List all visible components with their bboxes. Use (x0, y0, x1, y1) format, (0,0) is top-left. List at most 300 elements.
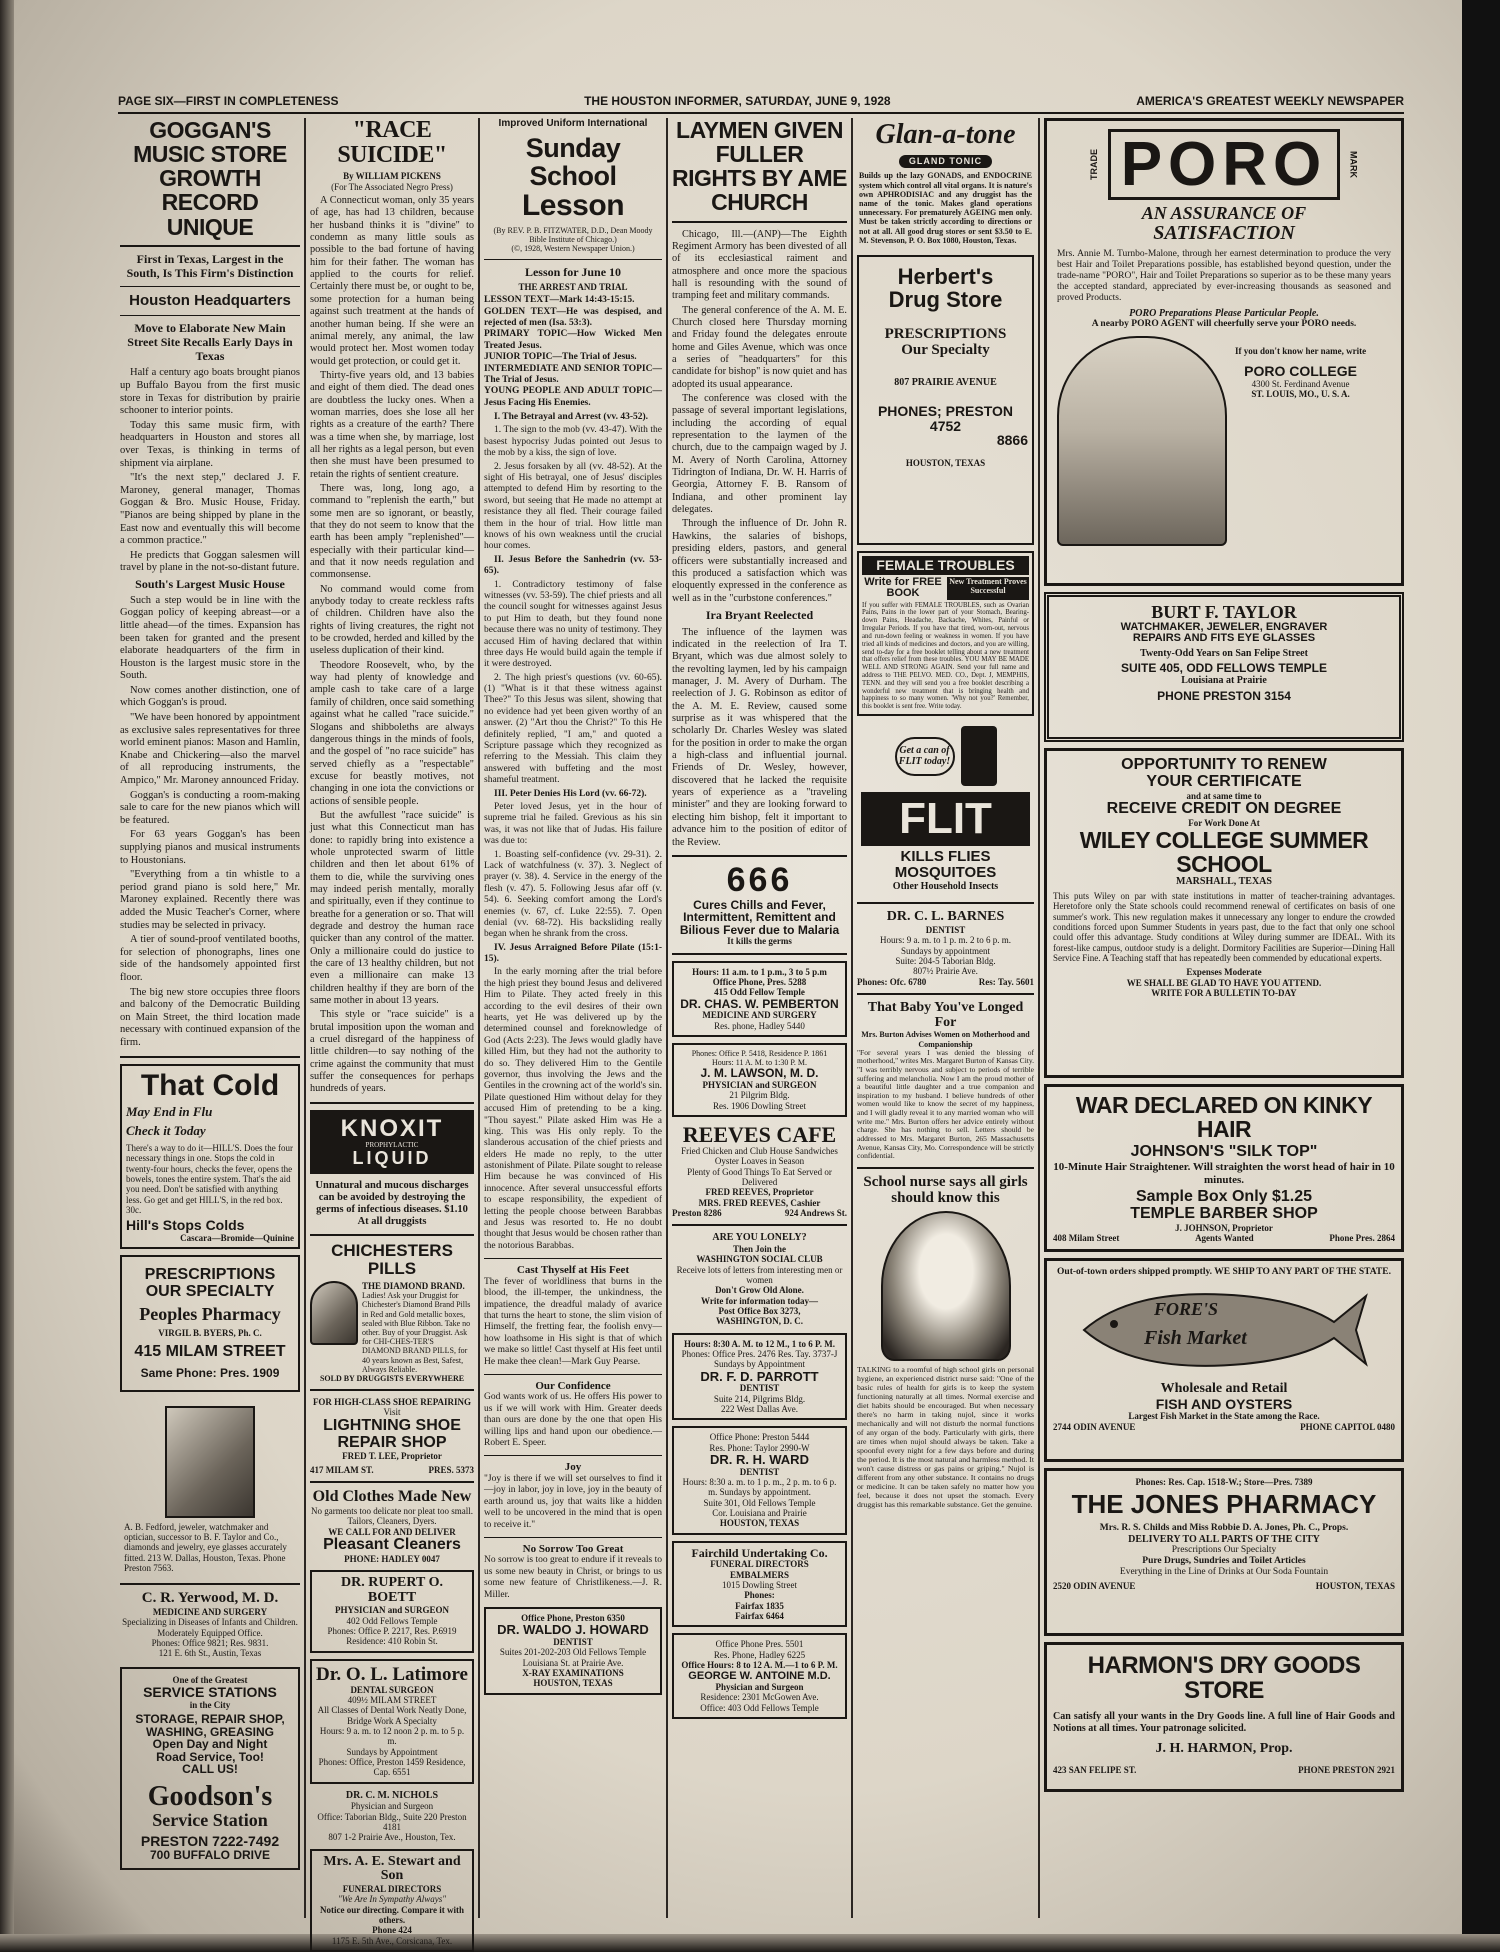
page-header (118, 94, 1404, 114)
photo-caption: A. B. Fedford, jeweler, watchmaker and optician, successor to B. F. Taylor and Co., diamonds and jewelry, eye glasses accurately fitted. 213 W. Dallas, Houston, Texas. Phone Preston 7563. (124, 1521, 287, 1573)
ad-name: Peoples Pharmacy (139, 1303, 281, 1324)
ad-fores-fish (1044, 1258, 1404, 1462)
ad-baby (857, 1001, 1034, 1161)
ad-name: LIGHTNING SHOE REPAIR SHOP (323, 1416, 461, 1451)
ad-address: Office: 403 Odd Fellows Temple (700, 1702, 819, 1713)
portrait-photo (165, 1406, 255, 1518)
ad-address: 417 MILAM ST. (310, 1464, 374, 1475)
ad-line: A nearby PORO AGENT will cheerfully serve your PORO needs. (1091, 319, 1357, 330)
ad-brand: Hill's Stops Colds (126, 1217, 245, 1234)
ad-name: WILEY COLLEGE SUMMER SCHOOL (1079, 827, 1369, 878)
filler-body: No sorrow is too great to endure if it reveals to us some new beauty in Christ, or brings to us some new feature of Christlikeness.—J. R. Miller. (484, 1555, 662, 1600)
ad-line: For Work Done At (1188, 817, 1260, 828)
ad-name: Fish Market (1144, 1326, 1247, 1349)
ad-tagline: SATISFACTION (1153, 221, 1295, 244)
ad-line: SERVICE STATIONS (143, 1684, 277, 1701)
ad-name: C. R. Yerwood, M. D. (141, 1590, 279, 1607)
ad-line: Sundays by Appointment (713, 1359, 805, 1370)
ad-phone: Preston 8286 (672, 1208, 722, 1219)
ad-line: WE SHALL BE GLAD TO HAVE YOU ATTEND. (1126, 977, 1322, 988)
paragraph: This style or "race suicide" is a brutal imposition upon the woman and a cruel disregard of the happiness of little children—to say nothing of the crime against the community that must suffer the consequences for perhaps hundreds of years. (310, 1009, 474, 1095)
ad-name: Glan-a-tone (875, 119, 1016, 150)
ad-address: 807½ Prairie Ave. (913, 966, 978, 977)
ad-address: 2744 ODIN AVENUE (1053, 1421, 1136, 1432)
ad-name: JOHNSON'S "SILK TOP" (1130, 1143, 1318, 1161)
ad-name: Mrs. A. E. Stewart and Son (323, 1853, 461, 1884)
ad-address: Cor. Louisiana and Prairie (712, 1508, 807, 1519)
ad-address: 415 Odd Fellow Temple (714, 987, 805, 998)
ad-address: 408 Milam Street (1053, 1233, 1120, 1244)
column-5 (857, 118, 1034, 1928)
column-rule (304, 118, 306, 1918)
ad-line: WE CALL FOR AND DELIVER (328, 1526, 456, 1537)
ad-line: DENTIST (739, 1383, 780, 1394)
ad-title: Old Clothes Made New (312, 1488, 472, 1506)
ad-phone: Res. Phone, Hadley 6225 (713, 1649, 806, 1660)
ad-line: Pure Drugs, Sundries and Toilet Articles (1142, 1555, 1306, 1566)
ad-body: This puts Wiley on par with state institutions in matter of teacher-training advantages. Heretofore only the State schools could recommend renewal of certificates on basis of one summer's work. This new regulation makes it unnecessary any longer to endure the crowded conditions forced upon Summer Students in years past, due to the fact that only one school could offer this advantage. Study conditions at Wiley during summer are IDEAL. With its forest-like campus, outdoor study is a delight. Dormitory Facilities are Superior—Dining Hall Service Fine. A Teaching staff that has repeatedly been commended by educational experts. (1053, 890, 1395, 963)
laymen-article (672, 118, 847, 849)
ad-body: There's a way to do it—HILL'S. Does the four necessary things in one. Stops the cold in twenty-four hours, checks the fever, opens the bowels, tones the entire system. That's the aid you need. Don't be satisfied with anything less. Go get and get HILL'S, in the red box. 30c. (126, 1142, 293, 1215)
ad-address: WASHINGTON, D. C. (715, 1316, 804, 1327)
flit-can-icon (961, 726, 997, 786)
column-rule (478, 118, 480, 1918)
ad-line: Get a can of FLIT today! (895, 737, 955, 776)
ad-phone: PRES. 5373 (428, 1464, 474, 1475)
header-right: AMERICA'S GREATEST WEEKLY NEWSPAPER (1136, 94, 1404, 108)
ad-line: 807 1-2 Prairie Ave., Houston, Tex. (328, 1832, 456, 1843)
scan-edge-right (1462, 0, 1500, 1952)
ad-line: Road Service, Too! (156, 1749, 264, 1764)
ad-stewart (310, 1849, 474, 1952)
ad-herberts-drug (857, 255, 1034, 545)
ad-phone: Phones: Ofc. 6780 (857, 976, 927, 987)
article-deck: Houston Headquarters (129, 292, 291, 310)
ad-line: Don't Grow Old Alone. (715, 1285, 804, 1296)
ad-address: 222 West Dallas Ave. (721, 1404, 798, 1415)
ad-line: 409½ MILAM STREET (347, 1695, 437, 1706)
ad-title: That Baby You've Longed For (867, 999, 1024, 1030)
ad-name: DR. F. D. PARROTT (700, 1368, 819, 1384)
ad-female-troubles (857, 551, 1034, 716)
ad-line: DELIVERY TO ALL PARTS OF THE CITY (1128, 1533, 1320, 1545)
ad-title: ARE YOU LONELY? (712, 1232, 807, 1244)
ad-body: Unnatural and mucous discharges can be avoided by destroying the germs of infectious diseases. $1.10 At all druggists (315, 1179, 469, 1228)
ad-name: WASHINGTON SOCIAL CLUB (696, 1254, 823, 1265)
ad-flit (857, 722, 1034, 896)
ad-name: FLIT (861, 792, 1030, 846)
ad-line: Notice our directing. Compare it with others. (320, 1904, 464, 1926)
ad-line: One of the Greatest (172, 1674, 248, 1685)
scan-edge-left (0, 0, 14, 1952)
ad-name: 666 (726, 860, 793, 899)
ad-line: DENTAL SURGEON (350, 1684, 434, 1695)
ad-line: DENTIST (925, 924, 966, 935)
sunday-school-lesson (484, 118, 662, 1601)
ad-line: Hours: 8:30 a. m. to 1 p. m., 2 p. m. to 6 p. m. Sundays by appointment. (682, 1477, 837, 1498)
lesson-line: GOLDEN TEXT—He was despised, and rejected of men (Isa. 53:3). (484, 306, 662, 328)
ad-line: Visit (383, 1407, 401, 1418)
filler-body: The fever of worldliness that burns in the blood, the ill-temper, the unkindness, the impatience, the dreadful malady of avarice that turns the heart to stone, the slim vision of Himself, the fretting fear, the foolish envy—how loathsome in His sight is that of which we make so little! Cast thyself at His feet until He make thee clean!—Mark Guy Pearse. (484, 1276, 662, 1367)
ad-line: Plenty of Good Things To Eat Served or Delivered (687, 1166, 832, 1188)
ad-line: Office: Taborian Bldg., Suite 220 Preston 4181 (317, 1811, 467, 1832)
ad-line: 21 Pilgrim Bldg. (729, 1090, 790, 1101)
ad-footer: Cascara—Bromide—Quinine (180, 1232, 294, 1243)
ad-line: "We Are In Sympathy Always" (337, 1894, 447, 1905)
lesson-section: I. The Betrayal and Arrest (vv. 43-52). (494, 412, 649, 423)
ad-line: WATCHMAKER, JEWELER, ENGRAVER (1120, 620, 1328, 633)
ad-line: Hours: 9 a. m. to 12 noon 2 p. m. to 5 p. m. (319, 1726, 465, 1747)
ad-line: OPPORTUNITY TO RENEW (1121, 756, 1327, 773)
ad-line: OUR SPECIALTY (145, 1283, 275, 1301)
ad-pleasant-cleaners (310, 1489, 474, 1564)
lesson-line: JUNIOR TOPIC—The Trial of Jesus. (484, 352, 637, 363)
article-headline: "RACE SUICIDE" (337, 117, 447, 169)
ad-line: CALL US! (182, 1762, 238, 1777)
ad-line: Agents Wanted (1195, 1233, 1254, 1244)
ad-barnes (857, 910, 1034, 987)
ad-body: If you suffer with FEMALE TROUBLES, such as Ovarian Pains, Pains in the lower part of your Stomach, Bearing-down Pains, Headache, Backache, Whites, Painful or Irregular Periods. If you have that tired, worn-out, nervous and run-down feeling or weakness in women. If you have tried all kinds of medicines and doctors, and you are willing, send to-day for a free booklet telling about a new treatment that offers relief from these troubles. YOU MAY BE MADE WELL AND STRONG AGAIN. Send your full name and address to THE PELVO. MED. CO., Dept. J, MEMPHIS, TENN. and they will send you a free booklet describing a wonderful new treatment that is bringing health and happiness to so many women. 'Why not you?' Remember, this booklet is sent free. Write today. (862, 601, 1029, 711)
ad-hills-cold (120, 1064, 300, 1250)
header-left: PAGE SIX—FIRST IN COMPLETENESS (118, 94, 339, 108)
ad-line: All Classes of Dental Work Neatly Done, Bridge Work A Specialty (317, 1705, 467, 1726)
ad-address: HOUSTON, TEXAS (905, 458, 986, 469)
paragraph: The general conference of the A. M. E. Church closed here Thursday morning and Friday found the delegates enroute home and Giles Avenue, which was once a series of "headquarters" for this candidate for bishop" is now quiet and has adopted its usual appearance. (672, 304, 847, 390)
paragraph: But the awfullest "race suicide" is just what this Connecticut man has done: to rapidly bring into existence a whole unprotected swarm of little children and then let about 61% of them to die, while the surviving ones may indeed perish mentally, morally and spiritually, even if they continue to breathe for a generation or so. That will degrade and destroy the human race quicker than any control of the matter. Only a millionaire could do justice to the care of 13 healthy children, but not even a millionaire can make 13 children healthy if they are born of the same mother in about 13 years. (310, 809, 474, 1007)
ad-name: DR. WALDO J. HOWARD (497, 1622, 649, 1638)
ad-line: Largest Fish Market in the State among the Race. (1128, 1411, 1320, 1422)
ad-line: YOUR CERTIFICATE (1146, 772, 1302, 790)
ad-line: J. H. HARMON, Prop. (1155, 1741, 1293, 1757)
ad-line: GLAND TONIC (899, 155, 992, 167)
ad-address: Suite 214, Pilgrims Bldg. (713, 1393, 806, 1404)
trademark-label: TRADE (1089, 149, 1100, 181)
ad-body: Builds up the lazy GONADS, and ENDOCRINE system which control all vital organs. It is nature's own APHRODISIAC and any druggist has the name of the tonic. Makes gland operations unnecessary. For prematurely AGEING men only. Must be taken strictly according to directions or not at all. All good drug stores or sent $3.50 to E. M. Stevenson, P. O. Box 1080, Houston, Texas. (859, 171, 1032, 245)
ad-phone: PHONE: HADLEY 0047 (344, 1553, 440, 1564)
ad-parrott (672, 1333, 847, 1421)
article-body (672, 229, 847, 849)
article-headline: GOGGAN'S MUSIC STORE GROWTH RECORD UNIQUE (133, 117, 287, 240)
column-6 (1044, 118, 1404, 1928)
ad-line: J. JOHNSON, Proprietor (1175, 1222, 1273, 1233)
ad-phone: Phones: Office Pres. 2476 Res. Tay. 3737-J (681, 1349, 838, 1360)
lesson-topic: THE ARREST AND TRIAL (518, 281, 628, 292)
paragraph: No command would come from anybody today to create reckless rafts of children. Children have also the rights of living creatures, the right not to be crowded, herded and killed by the useless duplication of their kind. (310, 583, 474, 657)
ad-name: PORO COLLEGE (1244, 363, 1357, 380)
ad-body: Cures Chills and Fever, Intermittent, Remittent and Bilious Fever due to Malaria (679, 897, 840, 937)
ad-fairchild (672, 1541, 847, 1628)
ad-line: EMBALMERS (729, 1569, 789, 1580)
ad-line: PORO Preparations Please Particular People. (1129, 307, 1319, 319)
ad-line: PRESCRIPTIONS (144, 1266, 276, 1284)
ad-line: Hours: 11 A. M. to 1:30 P. M. (711, 1058, 808, 1068)
paragraph: Thirty-five years old, and 13 babies and eight of them died. The dead ones are doubtless the lucky ones. When a woman marries, does she lose all her rights as a creature of the earth? There was a time when she, by marriage, lost all her rights as a legal person, but even then she must have been presumed to retain the rights of sentient creature. (310, 369, 474, 480)
ad-name: DR. C. L. BARNES (886, 909, 1005, 925)
ad-address: 1175 E. 5th Ave., Corsicana, Tex. (331, 1935, 453, 1946)
ad-line: Write for FREE BOOK (864, 575, 942, 600)
ad-phone: Phone 424 (372, 1925, 412, 1936)
ad-subtitle: Mrs. Burton Advises Women on Motherhood and Companionship (861, 1030, 1030, 1049)
ad-line: Our Specialty (901, 341, 990, 358)
article-deck: Move to Elaborate New Main Street Site Recalls Early Days in Texas (127, 321, 293, 363)
ad-name: THE JONES PHARMACY (1071, 1489, 1377, 1520)
ad-line: FRED REEVES, Proprietor (705, 1187, 814, 1198)
ad-line: 402 Odd Fellows Temple (346, 1615, 438, 1626)
lesson-section: III. Peter Denies His Lord (vv. 66-72). (494, 788, 647, 799)
ad-line: MRS. FRED REEVES, Cashier (698, 1197, 821, 1208)
ad-666 (672, 860, 847, 947)
article-headline: LAYMEN GIVEN FULLER RIGHTS BY AME CHURCH (672, 117, 847, 216)
paragraph: Peter loved Jesus, yet in the hour of supreme trial he failed. Grevious as his sin was, it was not like that of Judas. His failure was due to: (484, 801, 662, 847)
ad-phone: PHONES; PRESTON 4752 (877, 403, 1014, 434)
ad-name: Pleasant Cleaners (323, 1535, 461, 1553)
ad-line: RECEIVE CREDIT ON DEGREE (1106, 799, 1342, 817)
ad-body: TALKING to a roomful of high school girls on personal hygiene, an experienced district nurse said: "One of the basic rules of health for girls is to keep the system functioning naturally at all times. Normal exercise and diet habits should be encouraged. But when necessary there's no harm in taking nujol, since it works mechanically and will not disturb the normal functions of any organ of the body. Particularly with girls, there are times when nujol should always be taken. Take a spoonful every night for a few days before and during the period. It is the most natural and harmless method. It won't cause distress or gas pains or griping." Nujol is different from any other substance. It contains no drugs or medicine. It can be taken safely no matter how you feel, because it does not upset the stomach. Every druggist has this remarkable substance. Get the genuine. (857, 1365, 1034, 1509)
ad-phone: PHONE CAPITOL 0480 (1300, 1421, 1395, 1432)
ad-knoxit (310, 1110, 474, 1174)
ad-address: 2520 ODIN AVENUE (1053, 1580, 1136, 1591)
woman-illustration (310, 1281, 358, 1345)
ad-line: Write for information today— (701, 1295, 818, 1306)
ad-harmons-dry-goods (1044, 1642, 1404, 1792)
ad-line: Then Join the (732, 1243, 786, 1254)
paragraph: In the early morning after the trial before the high priest they bound Jesus and delivered Him to Pilate. They acted freely in this according to the evil desires of their own hearts, yet He was delivered up by the determined counsel and foreknowledge of God (Acts 2:23). The Jews would gladly have killed Him, but they had not the authority to do so. They delivered Him to the Gentile governor, thus involving the Jews and the Gentiles in the crowning act of the world's sin. Pilate questioned Him without delay for they accused Him of pretending to be a king. "Thou sayest." Pilate asked Him was He a king. This was His only reply. To the slanderous accusation of the chief priests and elders He made no reply, to the utter astonishment of Pilate. Pilate sought to release Him because he was convinced of His innocence. After several unsuccessful efforts to escape responsibility, the expedient of letting the people choose between Barabbas and Jesus was resorted to. He no doubt thought that Jesus would be chosen rather than the notorious Barabbas. (484, 967, 662, 1251)
ad-line: FISH AND OYSTERS (1155, 1395, 1293, 1412)
ad-phone: Res. phone, Hadley 5440 (714, 1020, 805, 1031)
ad-line: KILLS FLIES (900, 848, 991, 866)
ad-phone: PRESTON 7222-7492 (140, 1833, 280, 1850)
ad-phone: PHONE PRESTON 3154 (1157, 688, 1291, 703)
ad-line: If you don't know her name, write (1235, 346, 1367, 357)
ad-line: Other Household Insects (892, 880, 999, 892)
ad-name: PORO (1108, 129, 1341, 200)
ad-address: 423 SAN FELIPE ST. (1053, 1765, 1137, 1776)
ad-line: MEDICINE AND SURGERY (702, 1010, 817, 1021)
ad-phone: Res. Phone: Taylor 2990-W (709, 1442, 810, 1453)
paragraph: 2. Jesus forsaken by all (vv. 48-52). At the sight of His betrayal, one of Jesus' disciples attempted to defend Him by resorting to the sword, but seeing that He made no attempt at resistance they all fled. Their courage failed them in the hour of trial. How little man knows of his own weakness until the crucial hour comes. (484, 461, 662, 552)
ad-line: STORAGE, REPAIR SHOP, WASHING, GREASING (135, 1712, 285, 1739)
ad-line: MOSQUITOES (894, 863, 997, 881)
nurse-portrait (881, 1211, 1011, 1361)
ad-address: Suite: 204-5 Taborian Bldg. (895, 955, 996, 966)
lesson-copyright: (©, 1928, Western Newspaper Union.) (511, 244, 635, 254)
ad-line: Physician and Surgeon (715, 1682, 804, 1693)
ad-address: 924 Andrews St. (784, 1208, 847, 1219)
article-body (310, 195, 474, 1096)
race-suicide-article (310, 118, 474, 1096)
ad-footer: SOLD BY DRUGGISTS EVERYWHERE (319, 1373, 465, 1383)
ad-line: and at same time to (1186, 790, 1262, 801)
ad-name: DR. CHAS. W. PEMBERTON (680, 996, 839, 1011)
ad-name: Fairchild Undertaking Co. (691, 1545, 828, 1560)
ad-line: Phones: Office P. 2217, Res. P.6919 (327, 1626, 457, 1637)
ad-price: Sample Box Only $1.25 (1135, 1188, 1313, 1206)
ad-line: THE DIAMOND BRAND. (362, 1280, 465, 1291)
lesson-section: II. Jesus Before the Sanhedrin (vv. 53-65). (484, 554, 662, 577)
ad-reeves-cafe (672, 1123, 847, 1219)
ad-phone: Phones: Res. Cap. 1518-W.; Store—Pres. 7389 (1135, 1477, 1313, 1487)
ad-line: Physician and Surgeon (350, 1801, 434, 1812)
ad-body: "For several years I was denied the blessing of motherhood," writes Mrs. Margaret Burton of Kansas City. "I was terribly nervous and subject to periods of terrible suffering and melancholia. Now I am the proud mother of a beautiful little daughter and a true companion and inspiration to my husband. I believe hundreds of other women would like to know the secret of my happiness, and I will gladly reveal it to any married woman who will write me." Mrs. Burton offers her advice entirely without charge. She has nothing to sell. Letters should be addressed to Mrs. Margaret Burton, 265 Massachusetts Avenue, Kansas City, Mo. Correspondence will be strictly confidential. (857, 1047, 1034, 1161)
ad-glan-a-tone (857, 118, 1034, 247)
ad-phone: Same Phone: Pres. 1909 (140, 1365, 280, 1380)
ad-name: Dr. O. L. Latimore (316, 1663, 468, 1685)
column-2 (310, 117, 474, 1946)
ad-name: Goodson's (147, 1781, 273, 1813)
ad-address: Louisiana at Prairie (1181, 675, 1267, 687)
paragraph: Through the influence of Dr. John R. Hawkins, the salaries of bishops, presiding elders, pastors, and general officers were substantially increased and this produced a satisfaction which was eloquently expressed in the conference as well as in the "curbstone conferences." (672, 518, 847, 604)
ad-phone: Phones: Office P. 5418, Residence P. 1861 (691, 1048, 828, 1058)
ad-name: J. M. LAWSON, M. D. (700, 1066, 819, 1081)
ad-line: HOUSTON, TEXAS (533, 1678, 613, 1689)
lesson-label: Improved Uniform International (498, 118, 648, 129)
ad-latimore (310, 1659, 474, 1784)
ad-line: PROPHYLACTIC (365, 1141, 419, 1149)
column-rule (666, 118, 668, 1918)
filler-body: "Joy is there if we will set ourselves to find it—joy in labor, joy in love, joy in the beauty of earth around us, joy that waits like a hidden well to be uncovered in the mind that is open to receive it." (484, 1473, 662, 1530)
ad-line: PRESCRIPTIONS (884, 326, 1007, 343)
ad-phone: Fairfax 1835 (735, 1600, 784, 1611)
paragraph: 2. The high priest's questions (vv. 60-65). (1) "What is it that these witness against Thee?" To this Jesus was silent, showing that no evidence had yet been given worthy of an answer. (2) "Art thou the Christ?" To this He definitely replied, "I am," and quoted a Scripture passage which they recognized as referring to the Messiah. This claim they answered with buffeting and the most shameful treatment. (484, 672, 662, 786)
ad-yerwood (120, 1591, 300, 1658)
vanity-illustration (1057, 336, 1227, 546)
ad-subtitle: Check it Today (126, 1122, 206, 1138)
ad-jones-pharmacy (1044, 1468, 1404, 1636)
ad-line: PHYSICIAN and SURGEON (702, 1079, 817, 1090)
paragraph: He predicts that Goggan salesmen will travel by plane in the not-so-distant future. (120, 549, 300, 574)
ad-title: That Cold (140, 1068, 280, 1102)
ad-line: Expenses Moderate (1186, 967, 1262, 978)
ad-line: DENTIST (553, 1636, 593, 1647)
ad-line: Hours: 11 a.m. to 1 p.m., 3 to 5 p.m (692, 966, 827, 977)
ad-phone: Office Phone, Preston 6350 (521, 1613, 625, 1623)
lesson-line: YOUNG PEOPLE AND ADULT TOPIC—Jesus Facing His Enemies. (484, 386, 662, 408)
article-subhead: Ira Bryant Reelected (705, 607, 814, 622)
paragraph: Theodore Roosevelt, who, by the way had plenty of knowledge and ample cash to take care of a large family of children, once said something against what he called "race suicide." Slogans and shibboleths are always dangerous things in the minds of fools, and the gospel of "no race suicide" has served chiefly as a "respectable" excuse for beastly motives, not changing in one iota the convictions or actions of sensible people. (310, 659, 474, 807)
ad-line: FUNERAL DIRECTORS (710, 1559, 809, 1570)
ad-fedford (120, 1398, 300, 1578)
fish-illustration (1074, 1282, 1374, 1378)
ad-line: WRITE FOR A BULLETIN TO-DAY (1151, 987, 1297, 998)
ad-phone: Office Phone Pres. 5501 (715, 1639, 804, 1650)
ad-body: Mrs. Annie M. Turnbo-Malone, through her earnest determination to produce the very best Hair and Toilet Preparations possible, has established beyond question, under the trade-name "PORO", Hair and Toilet Preparations so superior as to be these many years the accepted standard, appreciated by ever-increasing thousands as seasoned and proved Products. (1057, 248, 1391, 303)
ad-address: Residence: 2301 McGowen Ave. (700, 1692, 819, 1703)
ad-line: Twenty-Odd Years on San Felipe Street (1140, 647, 1308, 659)
ad-address: HOUSTON, TEXAS (1315, 1580, 1395, 1591)
ad-lawson (672, 1043, 847, 1117)
article-deck: First in Texas, Largest in the South, Is This Firm's Distinction (126, 251, 294, 280)
ad-address: Res. 1906 Dowling Street (713, 1100, 806, 1111)
ad-body: No garments too delicate nor pleat too small. Tailors, Cleaners, Dyers. (311, 1505, 473, 1527)
paragraph: Today this same music firm, with headquarters in Houston and stores all over Texas, is thinking in terms of shipment via airplane. (120, 419, 300, 469)
ad-nichols (310, 1790, 474, 1843)
ad-line: Hours: 9 a. m. to 1 p. m. 2 to 6 p. m. (880, 935, 1011, 946)
column-rule (851, 118, 853, 1918)
ad-address: 700 BUFFALO DRIVE (149, 1848, 271, 1863)
ad-line: 121 E. 6th St., Austin, Texas (158, 1648, 262, 1659)
lesson-section: IV. Jesus Arraigned Before Pilate (15:1-15). (484, 942, 662, 965)
ad-phone: Office Phone, Pres. 5288 (712, 977, 807, 988)
paragraph: 1. The sign to the mob (vv. 43-47). With the basest hypocrisy Judas pointed out Jesus to the mob by a kiss, the sign of love. (484, 425, 662, 459)
ad-address: 807 PRAIRIE AVENUE (894, 376, 997, 388)
ad-wiley-college (1044, 748, 1404, 1078)
ad-name: HARMON'S DRY GOODS STORE (1087, 1652, 1361, 1705)
ad-body: Can satisfy all your wants in the Dry Goods line. A full line of Hair Goods and Notions at all times. Your patronage solicited. (1053, 1711, 1395, 1734)
column-1 (120, 118, 300, 1928)
column-3 (484, 118, 662, 1928)
ad-burt-taylor (1044, 592, 1404, 742)
ad-lightning-shoe (310, 1397, 474, 1475)
ad-line: Fried Chicken and Club House Sandwiches Oyster Loaves in Season (681, 1146, 838, 1167)
ad-line: Mrs. R. S. Childs and Miss Robbie D. A. Jones, Ph. C., Props. (1099, 1522, 1349, 1533)
ad-line: PHYSICIAN and SURGEON (334, 1605, 450, 1616)
scan-edge-bottom (0, 1934, 1500, 1952)
paragraph: "It's the next step," declared J. F. Maroney, general manager, Thomas Goggan & Bro. Music House, Friday. "Pianos are being shipped by plane in the East now and eventually this will become a common practice." (120, 472, 300, 547)
ad-line: Phones: Office, Preston 1459 Residence, Cap. 6551 (318, 1757, 466, 1778)
ad-phone: Phone Pres. 2864 (1329, 1233, 1395, 1244)
ad-chichesters (310, 1242, 474, 1383)
lesson-date: Lesson for June 10 (524, 265, 622, 280)
ad-name: TEMPLE BARBER SHOP (1130, 1205, 1318, 1223)
ad-name: CHICHESTERS PILLS (331, 1241, 453, 1279)
lesson-line: PRIMARY TOPIC—How Wicked Men Treated Jesus. (484, 329, 662, 351)
ad-line: Suites 201-202-203 Old Fellows Temple (499, 1647, 647, 1658)
ad-title: WAR DECLARED ON KINKY HAIR (1075, 1092, 1373, 1143)
ad-name: DR. C. M. NICHOLS (345, 1789, 439, 1801)
filler-body: God wants work of us. He offers His power to us if we will work with Him. Greater deeds than ours are done by the one that open His willing lips and hand upon our obedience.—Robert E. Speer. (484, 1392, 662, 1448)
header-center: THE HOUSTON INFORMER, SATURDAY, JUNE 9, 1928 (584, 94, 891, 108)
ad-line: Receive lots of letters from interesting men or women (676, 1264, 843, 1286)
ad-name: LIQUID (352, 1148, 432, 1169)
ad-ward (672, 1426, 847, 1534)
paragraph: "Everything from a tin whistle to a period grand piano is sold here," Mr. Maroney explained. Recently there was added the Music Teacher's Corner, where studies may be selected in privacy. (120, 869, 300, 931)
lesson-title: Sunday School (525, 132, 621, 191)
ad-phone: 8866 (996, 432, 1028, 449)
ad-address: HOUSTON, TEXAS (719, 1518, 800, 1529)
ad-line: Residence: 410 Robin St. (346, 1636, 438, 1647)
ad-name: GEORGE W. ANTOINE M.D. (688, 1669, 831, 1682)
ad-name: REEVES CAFE (682, 1121, 837, 1147)
ad-phone: PHONE PRESTON 2921 (1298, 1765, 1395, 1776)
paragraph: Now comes another distinction, one of which Goggan's is proud. (120, 684, 300, 709)
lesson-line: LESSON TEXT—Mark 14:43-15:15. (484, 295, 635, 306)
ad-line: in the City (189, 1699, 231, 1710)
ad-line: Sundays by Appointment (346, 1746, 438, 1757)
paragraph: "We have been honored by appointment as exclusive sales representatives for three world eminent pianos: Mason and Hamlin, Knabe and Chickering—also the marvel of all reproducing instruments, the Ampico," Mr. Maroney announced Friday. (120, 712, 300, 787)
ad-tagline: AN ASSURANCE OF (1141, 203, 1307, 224)
ad-address: MARSHALL, TEXAS (1176, 876, 1272, 888)
lesson-byline: (By REV. P. B. FITZWATER, D.D., Dean Moody Bible Institute of Chicago.) (493, 225, 653, 244)
ad-address: 415 MILAM STREET (134, 1343, 286, 1361)
ad-line: Everything in the Line of Drinks at Our Soda Fountain (1119, 1566, 1329, 1577)
ad-line: Open Day and Night (152, 1737, 268, 1752)
ad-kinky-hair (1044, 1084, 1404, 1252)
goggan-article (120, 118, 300, 1050)
ad-line: MEDICINE AND SURGERY (152, 1607, 268, 1618)
ad-line: Out-of-town orders shipped promptly. WE SHIP TO ANY PART OF THE STATE. (1057, 1267, 1391, 1277)
ad-body: Ladies! Ask your Druggist for Chichester's Diamond Brand Pills in Red and Gold metallic boxes, sealed with Blue Ribbon. Take no other. Buy of your Druggist. Ask for CHI-CHES-TER'S DIAMOND BRAND PILLS, for 40 years known as Best, Safest, Always Reliable. (362, 1291, 471, 1374)
ad-phone: Res: Tay. 5601 (978, 976, 1034, 987)
ad-name: Service Station (152, 1810, 268, 1831)
paragraph: Such a step would be in line with the Goggan policy of keeping abreast—or a little ahead—of the times. Expansion has been taken for granted and the present elaborate headquarters of the firm in Houston is the largest music store in the South. (120, 594, 300, 682)
ad-name: FORE'S (1154, 1298, 1219, 1319)
ad-body: 10-Minute Hair Straightener. Will straighten the worst head of hair in 10 minutes. (1053, 1161, 1395, 1186)
ad-name: Drug Store (888, 286, 1003, 312)
lesson-body (484, 295, 662, 1252)
ad-address: 4300 St. Ferdinand Avenue (1251, 379, 1350, 390)
column-rule (1038, 118, 1040, 1918)
paragraph: Half a century ago boats brought pianos up Buffalo Bayou from the first music store in Texas for distribution by prairie schooner to interior points. (120, 367, 300, 417)
